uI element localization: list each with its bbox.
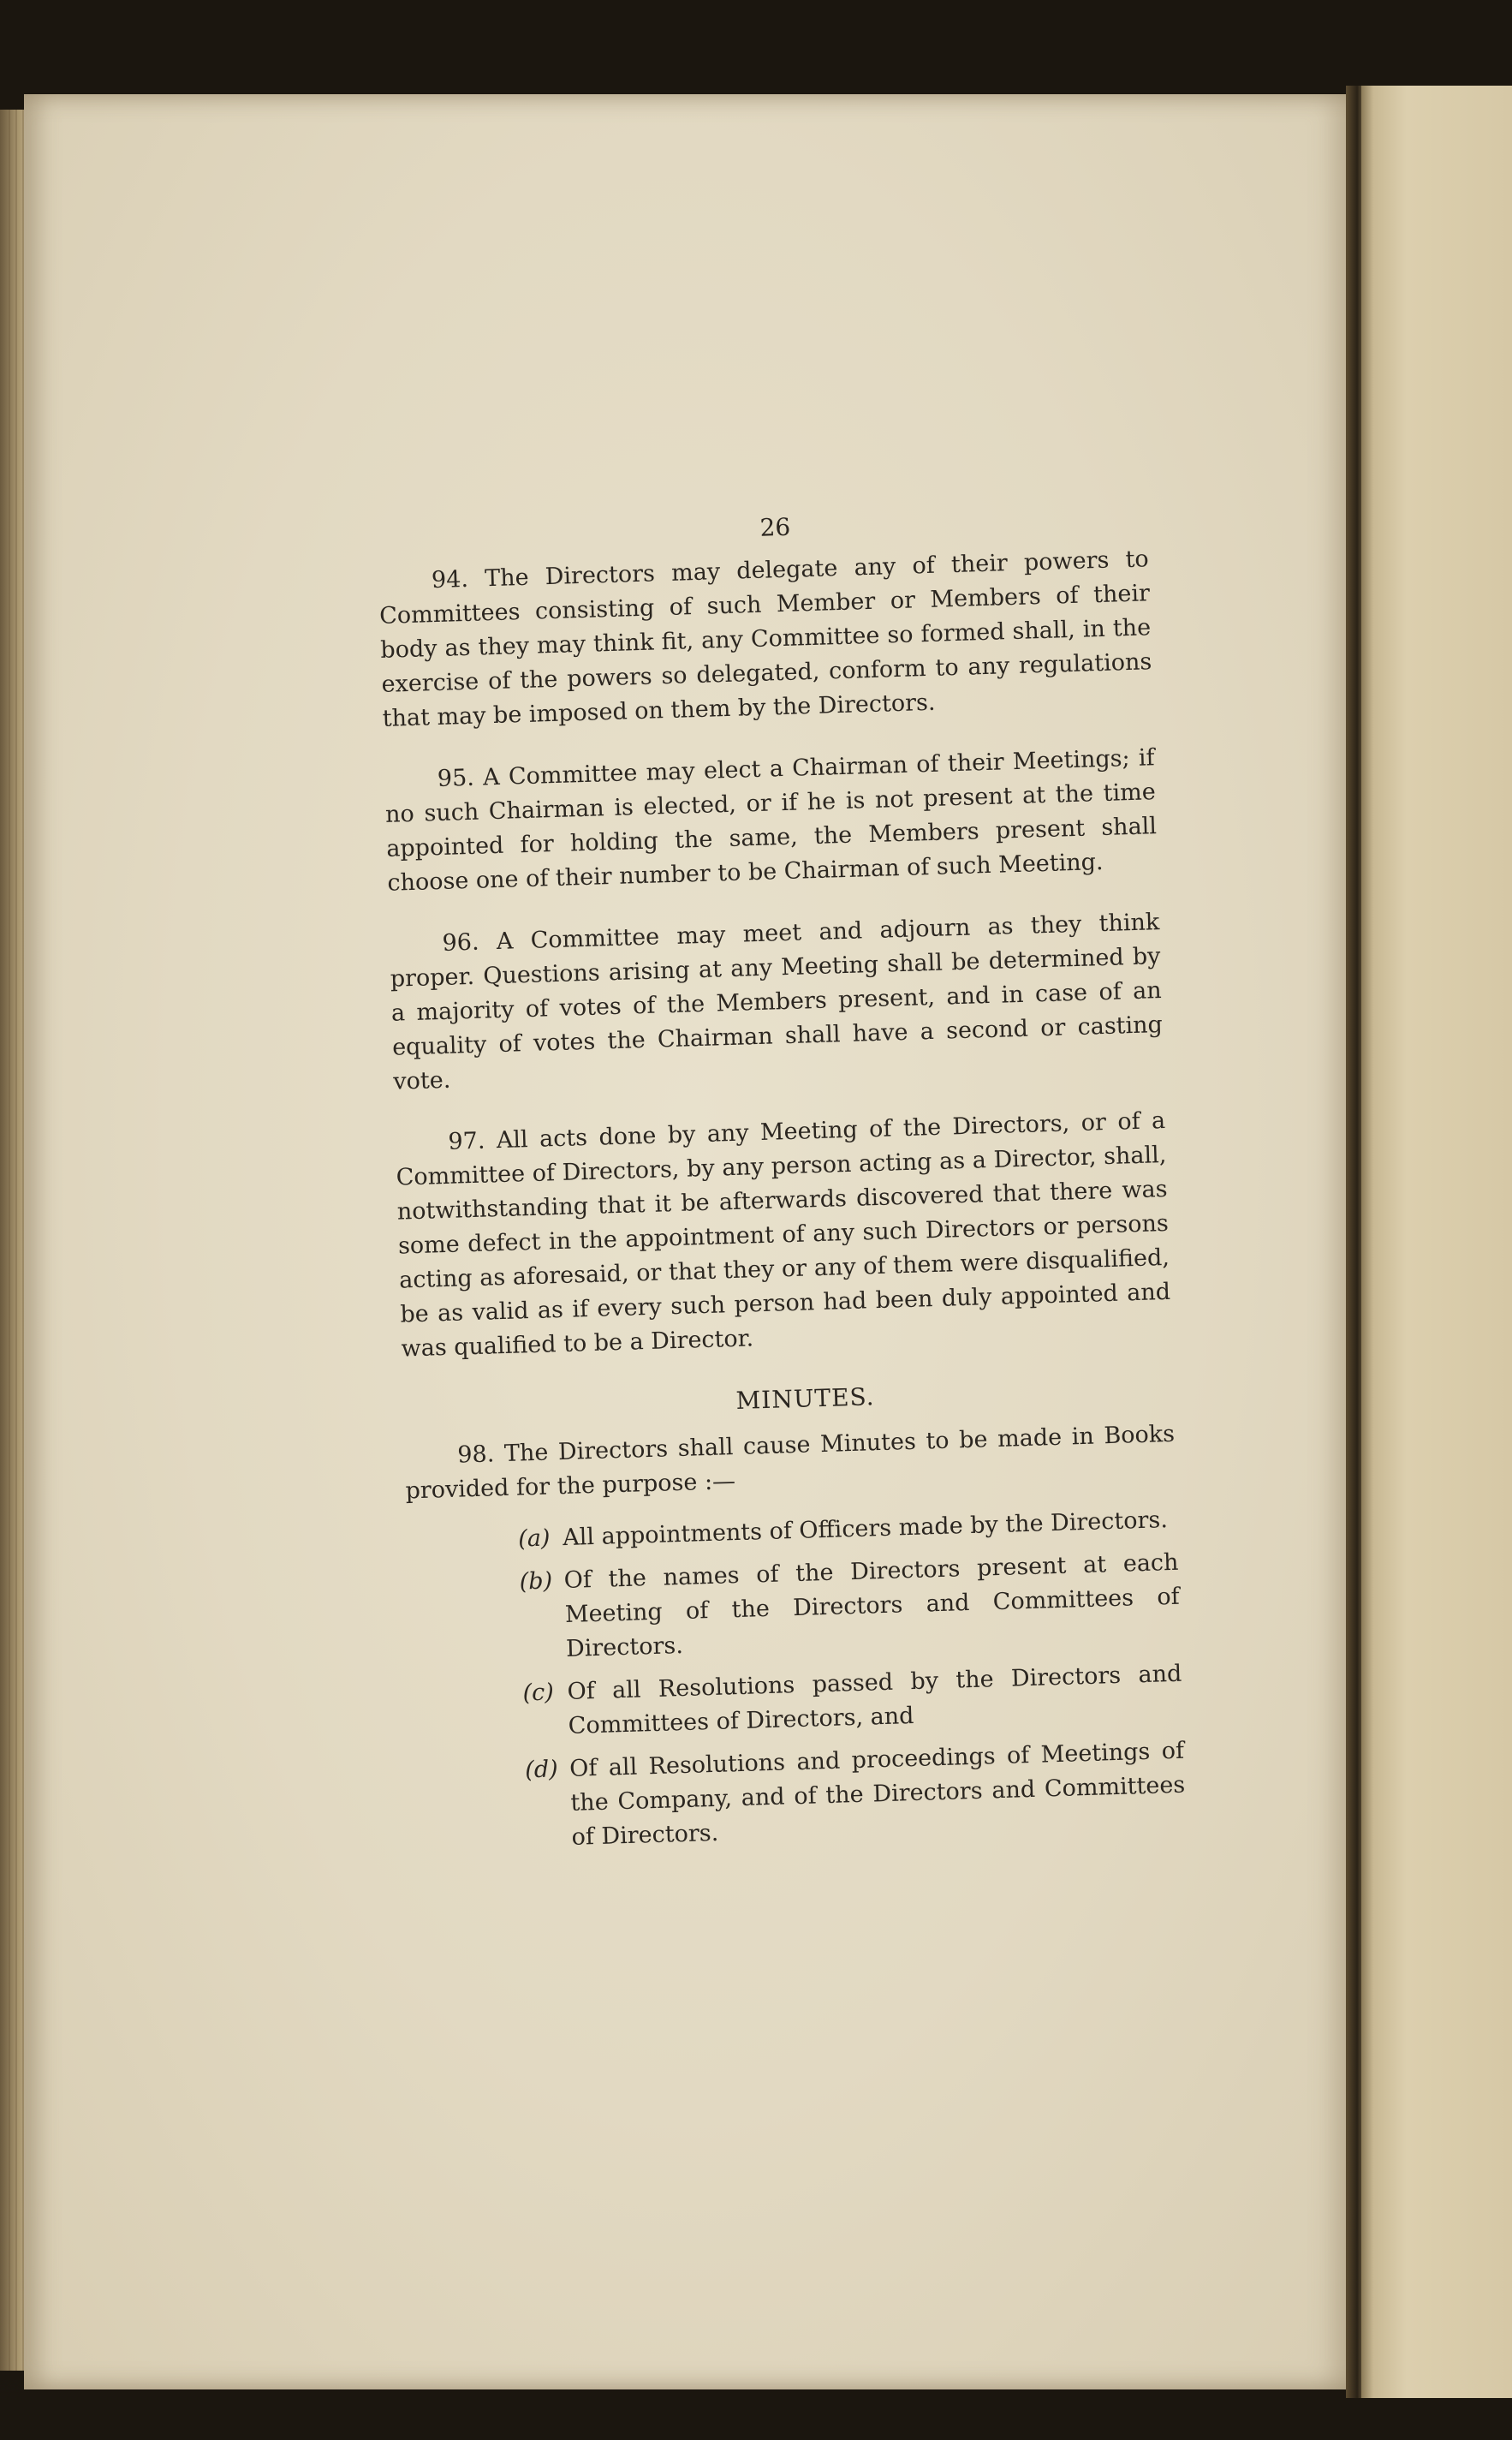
- minutes-item-c: [411, 1657, 1183, 1749]
- section-heading-minutes: MINUTES.: [735, 1382, 876, 1415]
- article-94: 94. The Directors may delegate any of their powers to Committees consisting of such Member or Members of their body as they may think fit, any Committee so formed shall, in the exercise of the powers so delegated, conform to any regulations that may be imposed on them by the Directors.: [378, 546, 1152, 732]
- adjacent-page-edge: [1361, 86, 1512, 2398]
- page-text-block: [377, 499, 1187, 1868]
- article-98-intro: 98. The Directors shall cause Minutes to be made in Books provided for the purpose :—: [405, 1420, 1176, 1505]
- minutes-list: [407, 1503, 1187, 1860]
- article-96: 96. A Committee may meet and adjourn as they think proper. Questions arising at any Meeting shall be determined by a majority of votes of the Members present, and in case of an equality of votes the Chairman shall have a second or casting vote.: [390, 909, 1164, 1095]
- item-text: Of all Resolutions and proceedings of Meetings of the Company, and of the Directors and Committees of Directors.: [568, 1737, 1186, 1851]
- item-text: Of the names of the Directors present at each Meeting of the Directors and Committees of Directors.: [563, 1548, 1181, 1663]
- item-label: (c): [522, 1679, 555, 1707]
- item-label: (a): [517, 1524, 551, 1553]
- article-97: 97. All acts done by any Meeting of the Directors, or of a Committee of Directors, by any person acting as a Director, shall, notwithstanding that it be afterwards discovered that there was some defect in the appointment of any such Directors or persons acting as aforesaid, or that they or any of them were disqualified, be as valid as if every such person had been duly appointed and was qualified to be a Director.: [396, 1107, 1171, 1363]
- minutes-item-d: [414, 1734, 1187, 1860]
- item-text: All appointments of Officers made by the Directors.: [562, 1506, 1169, 1552]
- item-text: Of all Resolutions passed by the Directors and Committees of Directors, and: [567, 1660, 1182, 1739]
- page-number: 26: [759, 512, 791, 542]
- minutes-item-b: [408, 1546, 1181, 1672]
- article-95: 95. A Committee may elect a Chairman of their Meetings; if no such Chairman is elected, or if he is not present at the time appointed for holding the same, the Members present shall choose one of their number to be Chairman of such Meeting.: [384, 744, 1158, 897]
- item-label: (d): [524, 1756, 559, 1784]
- item-label: (b): [519, 1567, 553, 1596]
